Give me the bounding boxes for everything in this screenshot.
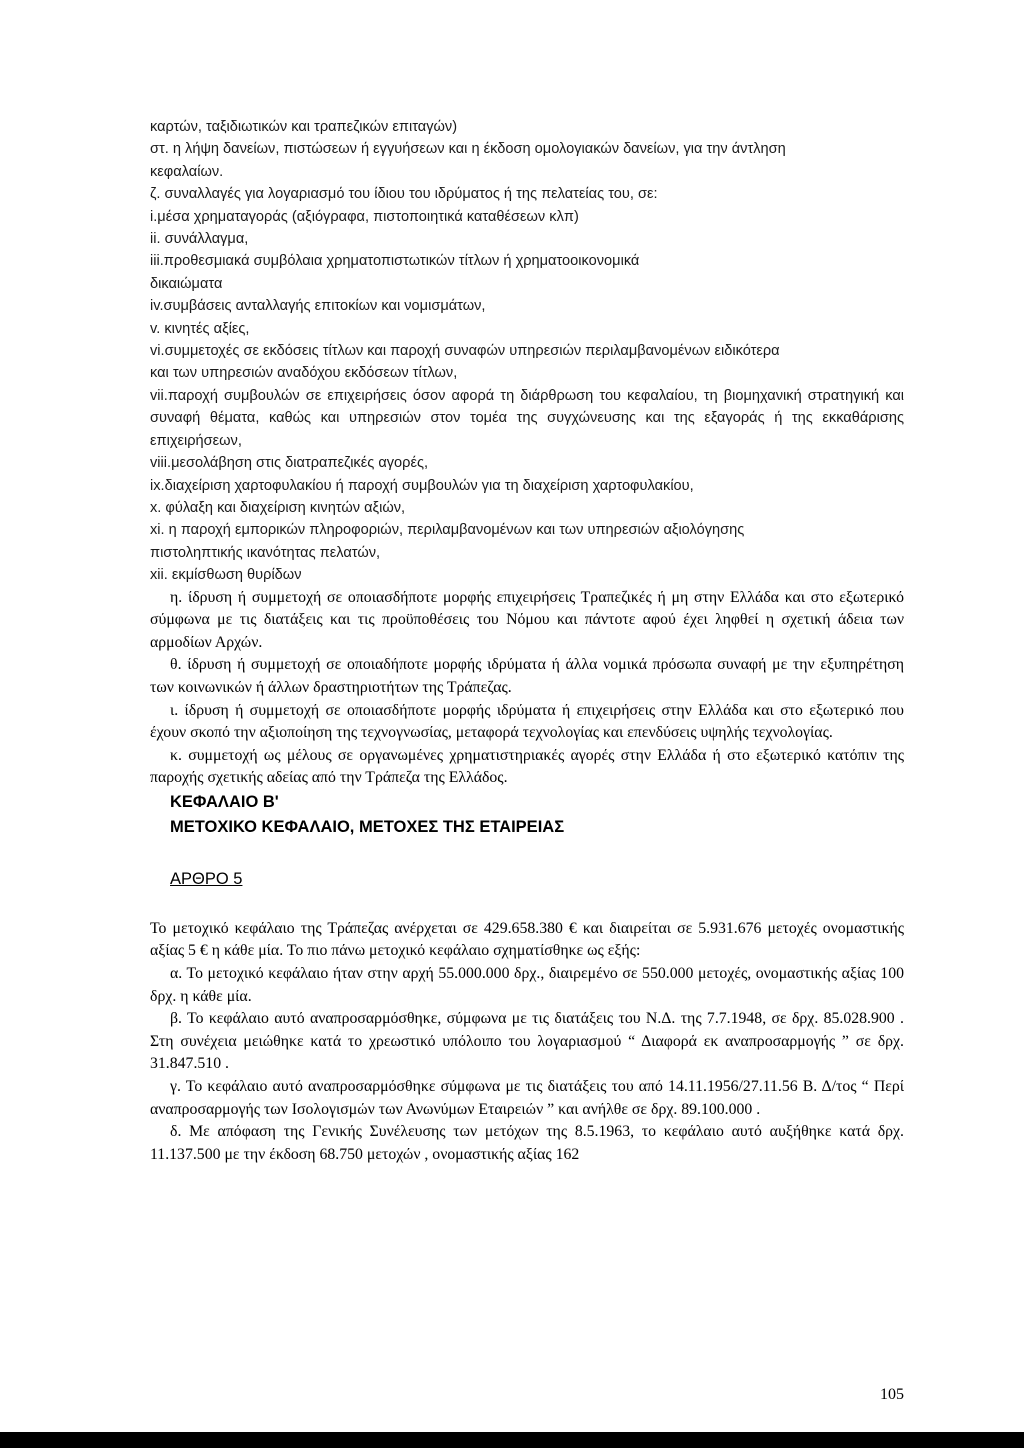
chapter-title: ΜΕΤΟΧΙΚΟ ΚΕΦΑΛΑΙΟ, ΜΕΤΟΧΕΣ ΤΗΣ ΕΤΑΙΡΕΙΑΣ [170,817,565,836]
upper-item: vii.παροχή συμβουλών σε επιχειρήσεις όσον αφορά τη διάρθρωση του κεφαλαίου, τη βιομηχανική στρατηγική και συναφή θέματα, καθώς και υπηρεσιών στον τομέα της συγχώνευσης και της εξαγοράς ή της εκκαθάρισης επιχειρήσεων, [150,387,904,449]
middle-item: η. ίδρυση ή συμμετοχή σε οποιασδήποτε μορφής επιχειρήσεις Τραπεζικές ή μη στην Ελλάδα και στο εξωτερικό σύμφωνα με τις διατάξεις και τις προϋποθέσεις του Νόμου και πάντοτε αφού έχει ληφθεί η σχετική άδεια των αρμοδίων Αρχών. [150,588,904,651]
upper-list [150,116,904,587]
upper-item: vi.συμμετοχές σε εκδόσεις τίτλων και παροχή συναφών υπηρεσιών περιλαμβανομένων ειδικότερα και των υπηρεσιών αναδόχου εκδόσεων τίτλων, [150,343,780,382]
middle-item: ι. ίδρυση ή συμμετοχή σε οποιασδήποτε μορφής ιδρύματα ή επιχειρήσεις στην Ελλάδα και στο εξωτερικό που έχουν σκοπό την αξιοποίηση της τεχνογνωσίας, μεταφορά τεχνολογίας και επενδύσεις υψηλής τεχνολογίας. [150,701,904,742]
upper-item: xi. η παροχή εμπορικών πληροφοριών, περιλαμβανομένων και των υπηρεσιών αξιολόγησης πιστοληπτικής ικανότητας πελατών, [150,522,745,561]
upper-item: viii.μεσολάβηση στις διατραπεζικές αγορές, [150,455,429,472]
lower-item: Το μετοχικό κεφάλαιο της Τράπεζας ανέρχεται σε 429.658.380 € και διαιρείται σε 5.931.676 μετοχές ονομαστικής αξίας 5 € η κάθε μία. Το πιο πάνω μετοχικό κεφάλαιο σχηματίσθηκε ως εξής: [150,919,904,960]
upper-item: στ. η λήψη δανείων, πιστώσεων ή εγγυήσεων και η έκδοση ομολογιακών δανείων, για την άντληση κεφαλαίων. [150,141,786,180]
lower-item: β. Το κεφάλαιο αυτό αναπροσαρμόσθηκε, σύμφωνα με τις διατάξεις του Ν.Δ. της 7.7.1948, σε δρχ. 85.028.900 . Στη συνέχεια μειώθηκε κατά το χρεωστικό υπόλοιπο του λογαριασμού “ Διαφορά εκ αναπροσαρμογής ” σε δρχ. 31.847.510 . [150,1010,904,1073]
lower-list [150,918,904,1167]
text-column [150,116,904,1166]
upper-item: i.μέσα χρηματαγοράς (αξιόγραφα, πιστοποιητικά καταθέσεων κλπ) [150,208,579,225]
middle-item: θ. ίδρυση ή συμμετοχή σε οποιαδήποτε μορφής ιδρύματα ή άλλα νομικά πρόσωπα συναφή με την εξυπηρέτηση των κοινωνικών ή άλλων δραστηριοτήτων της Τράπεζας. [150,656,904,696]
lower-item: δ. Με απόφαση της Γενικής Συνέλευσης των μετόχων της 8.5.1963, το κεφάλαιο αυτό αυξήθηκε κατά δρχ. 11.137.500 με την έκδοση 68.750 μετοχών , ονομαστικής αξίας 162 [150,1123,904,1163]
upper-item: v. κινητές αξίες, [150,320,250,337]
upper-item: iii.προθεσμιακά συμβόλαια χρηματοπιστωτικών τίτλων ή χρηματοοικονομικά δικαιώματα [150,253,640,292]
middle-list [150,587,904,790]
upper-item: ζ. συναλλαγές για λογαριασμό του ίδιου του ιδρύματος ή της πελατείας του, σε: [150,186,658,203]
upper-item: καρτών, ταξιδιωτικών και τραπεζικών επιταγών) [150,119,458,135]
upper-item: ix.διαχείριση χαρτοφυλακίου ή παροχή συμβουλών για τη διαχείριση χαρτοφυλακίου, [150,477,694,494]
upper-item: ii. συνάλλαγμα, [150,231,249,248]
article-title: ΑΡΘΡΟ 5 [170,869,243,888]
middle-item: κ. συμμετοχή ως μέλους σε οργανωμένες χρηματιστηριακές αγορές στην Ελλάδα ή στο εξωτερικό κατόπιν της παροχής σχετικής αδείας από την Τράπεζα της Ελλάδος. [150,746,904,787]
page-number: 105 [880,1386,904,1403]
upper-item: x. φύλαξη και διαχείριση κινητών αξιών, [150,499,406,516]
chapter-heading: ΚΕΦΑΛΑΙΟ Β' [170,792,279,811]
lower-item: α. Το μετοχικό κεφάλαιο ήταν στην αρχή 55.000.000 δρχ., διαιρεμένο σε 550.000 μετοχές, ονομαστικής αξίας 100 δρχ. η κάθε μία. [150,965,904,1005]
upper-item: xii. εκμίσθωση θυρίδων [150,567,302,584]
upper-item: iv.συμβάσεις ανταλλαγής επιτοκίων και νομισμάτων, [150,298,486,315]
lower-item: γ. Το κεφάλαιο αυτό αναπροσαρμόσθηκε σύμφωνα με τις διατάξεις του από 14.11.1956/27.11.56 Β. Δ/τος “ Περί αναπροσαρμογής των Ισολογισμών των Ανωνύμων Εταιρειών ” και ανήλθε σε δρχ. 89.100.000 . [150,1078,904,1118]
